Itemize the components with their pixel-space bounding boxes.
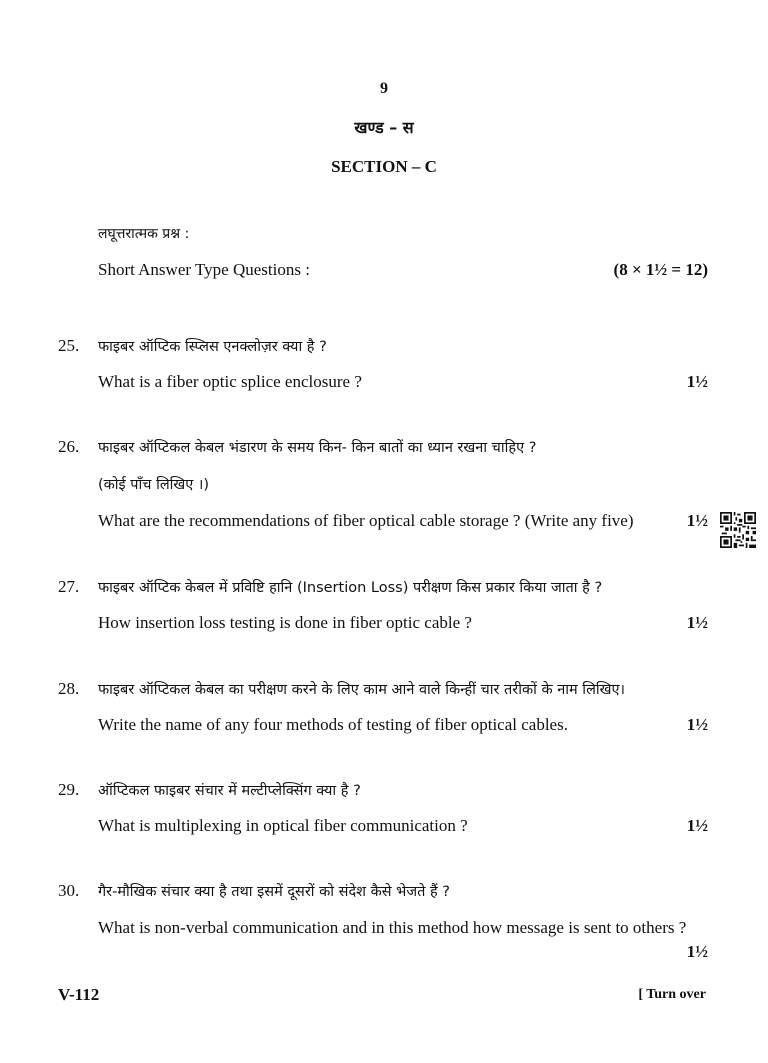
short-answer-marks: (8 × 1½ = 12) bbox=[613, 260, 708, 279]
section-title-english: SECTION – C bbox=[331, 157, 437, 176]
paper-code: V-112 bbox=[58, 985, 100, 1004]
question-number: 29. bbox=[58, 780, 80, 799]
section-title-hindi: खण्ड – स bbox=[354, 118, 414, 137]
question-number: 26. bbox=[58, 437, 80, 456]
turn-over-label: [ Turn over bbox=[638, 987, 706, 1002]
question-number: 25. bbox=[58, 336, 80, 355]
question-text-english: How insertion loss testing is done in fiber optic cable ? bbox=[98, 613, 472, 632]
short-answer-heading-english: Short Answer Type Questions : bbox=[98, 260, 310, 279]
short-answer-heading-hindi: लघूत्तरात्मक प्रश्न : bbox=[98, 226, 190, 242]
question-number: 30. bbox=[58, 881, 80, 900]
question-text-english: What is multiplexing in optical fiber communication ? bbox=[98, 816, 468, 835]
question-text-hindi: फाइबर ऑप्टिक स्प्लिस एनक्लोज़र क्या है ? bbox=[98, 339, 327, 355]
question-text-english: Write the name of any four methods of testing of fiber optical cables. bbox=[98, 715, 568, 734]
question-text-hindi: ऑप्टिकल फाइबर संचार में मल्टीप्लेक्सिंग क्या है ? bbox=[98, 783, 361, 799]
question-text-hindi: फाइबर ऑप्टिकल केबल का परीक्षण करने के लिए काम आने वाले किन्हीं चार तरीकों के नाम लिखिए। bbox=[98, 682, 626, 698]
question-text-english: What is non-verbal communication and in this method how message is sent to others ? bbox=[98, 918, 687, 937]
question-number: 28. bbox=[58, 679, 80, 698]
question-text-hindi: फाइबर ऑप्टिक केबल में प्रविष्टि हानि (Insertion Loss) परीक्षण किस प्रकार किया जाता है ? bbox=[98, 580, 603, 596]
question-marks: 1½ bbox=[686, 511, 708, 530]
question-marks: 1½ bbox=[686, 613, 708, 632]
question-text-english: What is a fiber optic splice enclosure ? bbox=[98, 372, 362, 391]
question-text-hindi: फाइबर ऑप्टिकल केबल भंडारण के समय किन- किन बातों का ध्यान रखना चाहिए ? bbox=[98, 440, 537, 456]
question-text-hindi: गैर-मौखिक संचार क्या है तथा इसमें दूसरों को संदेश कैसे भेजते हैं ? bbox=[98, 884, 451, 900]
question-marks: 1½ bbox=[686, 942, 708, 961]
question-text-english: What are the recommendations of fiber optical cable storage ? (Write any five) bbox=[98, 511, 634, 530]
question-marks: 1½ bbox=[686, 372, 708, 391]
question-number: 27. bbox=[58, 577, 80, 596]
qr-code-icon bbox=[720, 512, 756, 548]
page-number: 9 bbox=[380, 80, 388, 97]
question-marks: 1½ bbox=[686, 715, 708, 734]
question-note-hindi: (कोई पाँच लिखिए ।) bbox=[98, 477, 210, 493]
question-marks: 1½ bbox=[686, 816, 708, 835]
